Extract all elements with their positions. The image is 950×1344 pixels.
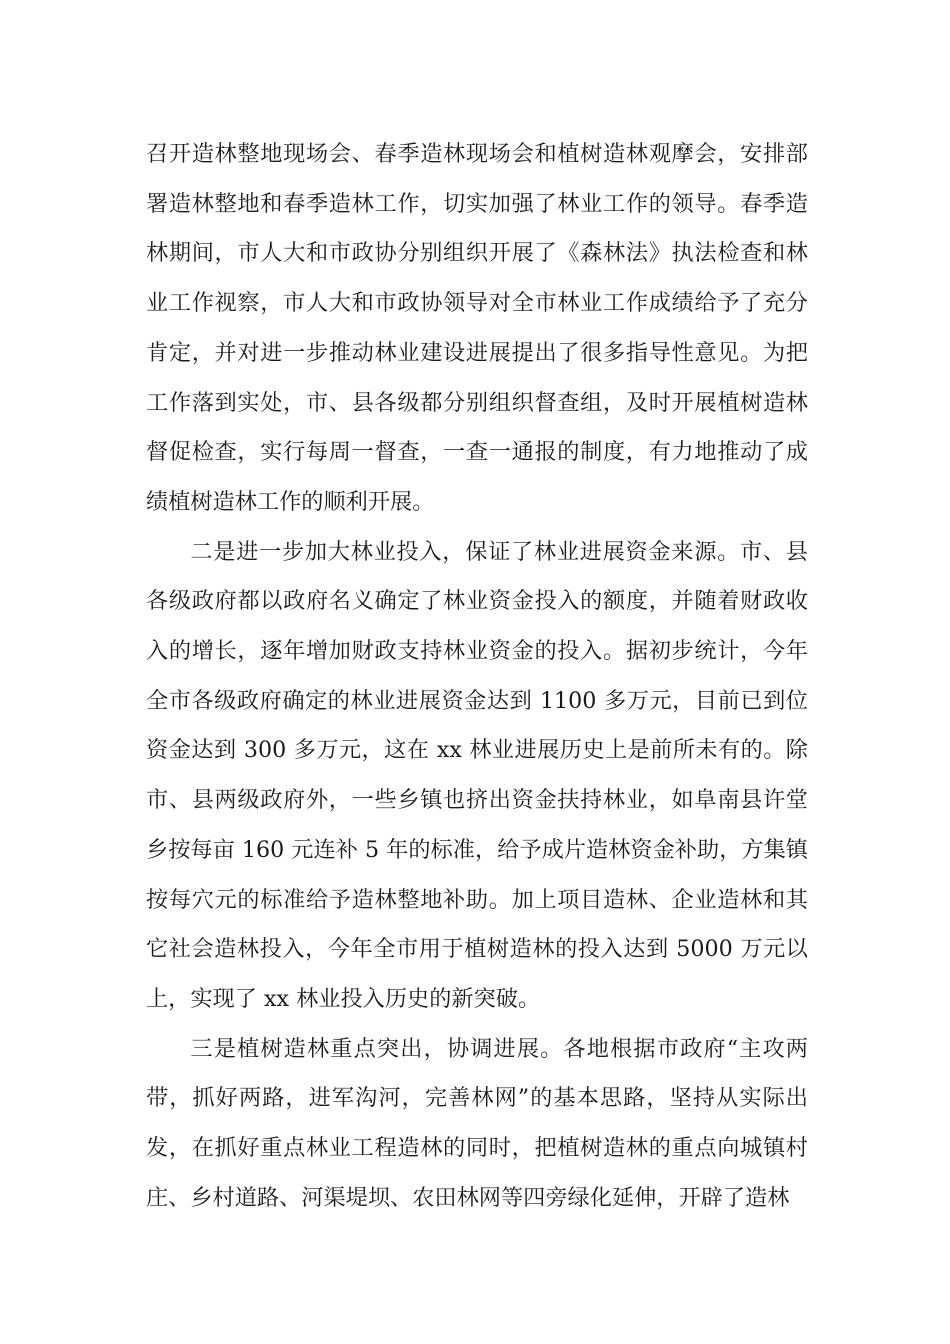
paragraph-item-three: 三是植树造林重点突出，协调进展。各地根据市政府“主攻两带，抓好两路，进军沟河，完善林网”的基本思路，坚持从实际出发，在抓好重点林业工程造林的同时，把植树造林的重点向城镇村庄、乡村道路、河渠堤坝、农田林网等四旁绿化延伸，开辟了造林 — [146, 1035, 808, 1211]
document-body — [146, 130, 808, 1223]
paragraph-item-two: 二是进一步加大林业投入，保证了林业进展资金来源。市、县各级政府都以政府名义确定了林业资金投入的额度，并随着财政收入的增长，逐年增加财政支持林业资金的投入。据初步统计，今年全市各级政府确定的林业进展资金达到 1100 多万元，目前已到位资金达到 300 多万元，这在 xx 林业进展历史上是前所未有的。除市、县两级政府外，一些乡镇也挤出资金扶持林业，如阜南县许堂乡按每亩 160 元连补 5 年的标准，给予成片造林资金补助，方集镇按每穴元的标准给予造林整地补助。加上项目造林、企业造林和其它社会造林投入，今年全市用于植树造林的投入达到 5000 万元以上，实现了 xx 林业投入历史的新突破。 — [146, 538, 808, 1012]
paragraph-continued: 召开造林整地现场会、春季造林现场会和植树造林观摩会，安排部署造林整地和春季造林工作，切实加强了林业工作的领导。春季造林期间，市人大和市政协分别组织开展了《森林法》执法检查和林业工作视察，市人大和市政协领导对全市林业工作成绩给予了充分肯定，并对进一步推动林业建设进展提出了很多指导性意见。为把工作落到实处，市、县各级都分别组织督查组，及时开展植树造林督促检查，实行每周一督查，一查一通报的制度，有力地推动了成绩植树造林工作的顺利开展。 — [146, 141, 808, 515]
